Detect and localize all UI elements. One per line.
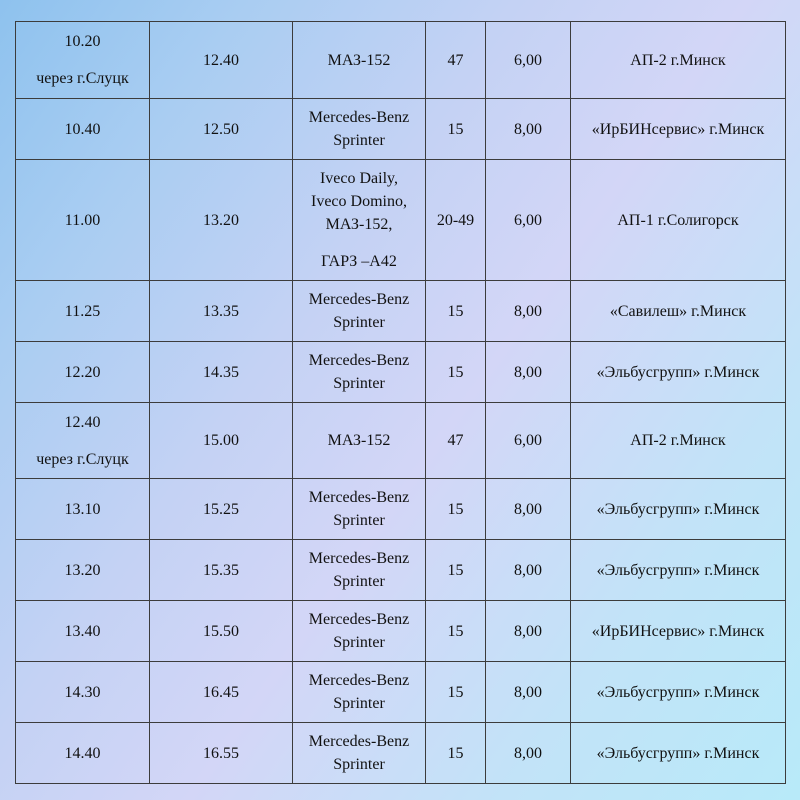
ticket-price: 8,00 <box>486 281 571 342</box>
bus-model-line: Sprinter <box>333 512 385 529</box>
arrival-time: 14.35 <box>150 342 293 403</box>
seats-count: 47 <box>426 403 486 479</box>
bus-model-line: Mercedes-Benz <box>308 672 410 689</box>
bus-model <box>293 281 426 342</box>
ticket-price: 8,00 <box>486 662 571 723</box>
arrival-time: 15.25 <box>150 479 293 540</box>
arrival-time: 15.35 <box>150 540 293 601</box>
bus-model-line: Mercedes-Benz <box>308 109 410 126</box>
table-row <box>16 99 786 160</box>
bus-model-line: Sprinter <box>333 634 385 651</box>
carrier-name: АП-2 г.Минск <box>571 403 786 479</box>
bus-model-line: Mercedes-Benz <box>308 489 410 506</box>
bus-model-line: Sprinter <box>333 756 385 773</box>
seats-count: 15 <box>426 601 486 662</box>
seats-count: 20-49 <box>426 160 486 281</box>
bus-model <box>293 22 426 99</box>
departure-time: 10.40 <box>16 99 150 160</box>
ticket-price: 6,00 <box>486 160 571 281</box>
table-row <box>16 281 786 342</box>
departure-time: 13.40 <box>16 601 150 662</box>
seats-count: 15 <box>426 342 486 403</box>
departure-time: 14.30 <box>16 662 150 723</box>
table-row <box>16 601 786 662</box>
arrival-time: 16.45 <box>150 662 293 723</box>
arrival-time: 12.50 <box>150 99 293 160</box>
departure-time: 10.20 <box>64 33 101 50</box>
bus-model-line: Iveco Domino, <box>311 193 407 210</box>
departure-time: 12.20 <box>16 342 150 403</box>
ticket-price: 6,00 <box>486 22 571 99</box>
carrier-name: «Эльбусгрупп» г.Минск <box>571 540 786 601</box>
arrival-time: 16.55 <box>150 723 293 784</box>
departure-time: 13.20 <box>16 540 150 601</box>
bus-model <box>293 723 426 784</box>
ticket-price: 8,00 <box>486 99 571 160</box>
seats-count: 15 <box>426 281 486 342</box>
table-row <box>16 479 786 540</box>
bus-model-line: Sprinter <box>333 375 385 392</box>
bus-model-line: Mercedes-Benz <box>308 550 410 567</box>
bus-model-line: Mercedes-Benz <box>308 352 410 369</box>
departure-time: 11.00 <box>16 160 150 281</box>
departure-time: 14.40 <box>16 723 150 784</box>
carrier-name: АП-2 г.Минск <box>571 22 786 99</box>
table-row <box>16 160 786 281</box>
bus-model-line: Sprinter <box>333 314 385 331</box>
arrival-time: 15.00 <box>150 403 293 479</box>
bus-model <box>293 479 426 540</box>
ticket-price: 6,00 <box>486 403 571 479</box>
carrier-name: «Эльбусгрупп» г.Минск <box>571 723 786 784</box>
schedule-table <box>15 21 786 784</box>
bus-model-line: Sprinter <box>333 573 385 590</box>
departure-cell <box>16 22 150 99</box>
departure-time: 11.25 <box>16 281 150 342</box>
carrier-name: АП-1 г.Солигорск <box>571 160 786 281</box>
carrier-name: «Эльбусгрупп» г.Минск <box>571 662 786 723</box>
bus-model <box>293 160 426 281</box>
bus-model-line: МАЗ-152 <box>327 51 391 69</box>
seats-count: 15 <box>426 723 486 784</box>
departure-time: 13.10 <box>16 479 150 540</box>
carrier-name: «ИрБИНсервис» г.Минск <box>571 601 786 662</box>
departure-time: 12.40 <box>64 413 101 431</box>
bus-model-line: Sprinter <box>333 695 385 712</box>
table-row <box>16 723 786 784</box>
table-row <box>16 22 786 99</box>
table-row <box>16 540 786 601</box>
carrier-name: «Савилеш» г.Минск <box>571 281 786 342</box>
bus-model-line: ГАРЗ –А42 <box>321 253 397 270</box>
bus-model-line: МАЗ-152, <box>325 216 393 233</box>
seats-count: 15 <box>426 479 486 540</box>
ticket-price: 8,00 <box>486 540 571 601</box>
seats-count: 47 <box>426 22 486 99</box>
carrier-name: «ИрБИНсервис» г.Минск <box>571 99 786 160</box>
bus-model <box>293 601 426 662</box>
seats-count: 15 <box>426 662 486 723</box>
table-row <box>16 662 786 723</box>
bus-model-line: Sprinter <box>333 132 385 149</box>
ticket-price: 8,00 <box>486 723 571 784</box>
seats-count: 15 <box>426 99 486 160</box>
departure-cell <box>16 403 150 479</box>
bus-model-line: МАЗ-152 <box>327 432 391 449</box>
seats-count: 15 <box>426 540 486 601</box>
table-row <box>16 342 786 403</box>
route-via: через г.Слуцк <box>36 70 129 87</box>
bus-model <box>293 99 426 160</box>
arrival-time: 15.50 <box>150 601 293 662</box>
bus-model-line: Mercedes-Benz <box>308 611 410 628</box>
carrier-name: «Эльбусгрупп» г.Минск <box>571 479 786 540</box>
arrival-time: 13.20 <box>150 160 293 281</box>
table-row <box>16 403 786 479</box>
bus-model-line: Iveco Daily, <box>319 170 399 187</box>
bus-model <box>293 342 426 403</box>
ticket-price: 8,00 <box>486 601 571 662</box>
arrival-time: 13.35 <box>150 281 293 342</box>
carrier-name: «Эльбусгрупп» г.Минск <box>571 342 786 403</box>
ticket-price: 8,00 <box>486 479 571 540</box>
bus-model-line: Mercedes-Benz <box>308 733 410 750</box>
bus-model <box>293 662 426 723</box>
bus-model <box>293 540 426 601</box>
bus-model-line: Mercedes-Benz <box>308 291 410 308</box>
arrival-time: 12.40 <box>150 22 293 99</box>
bus-model <box>293 403 426 479</box>
route-via: через г.Слуцк <box>36 450 129 468</box>
ticket-price: 8,00 <box>486 342 571 403</box>
